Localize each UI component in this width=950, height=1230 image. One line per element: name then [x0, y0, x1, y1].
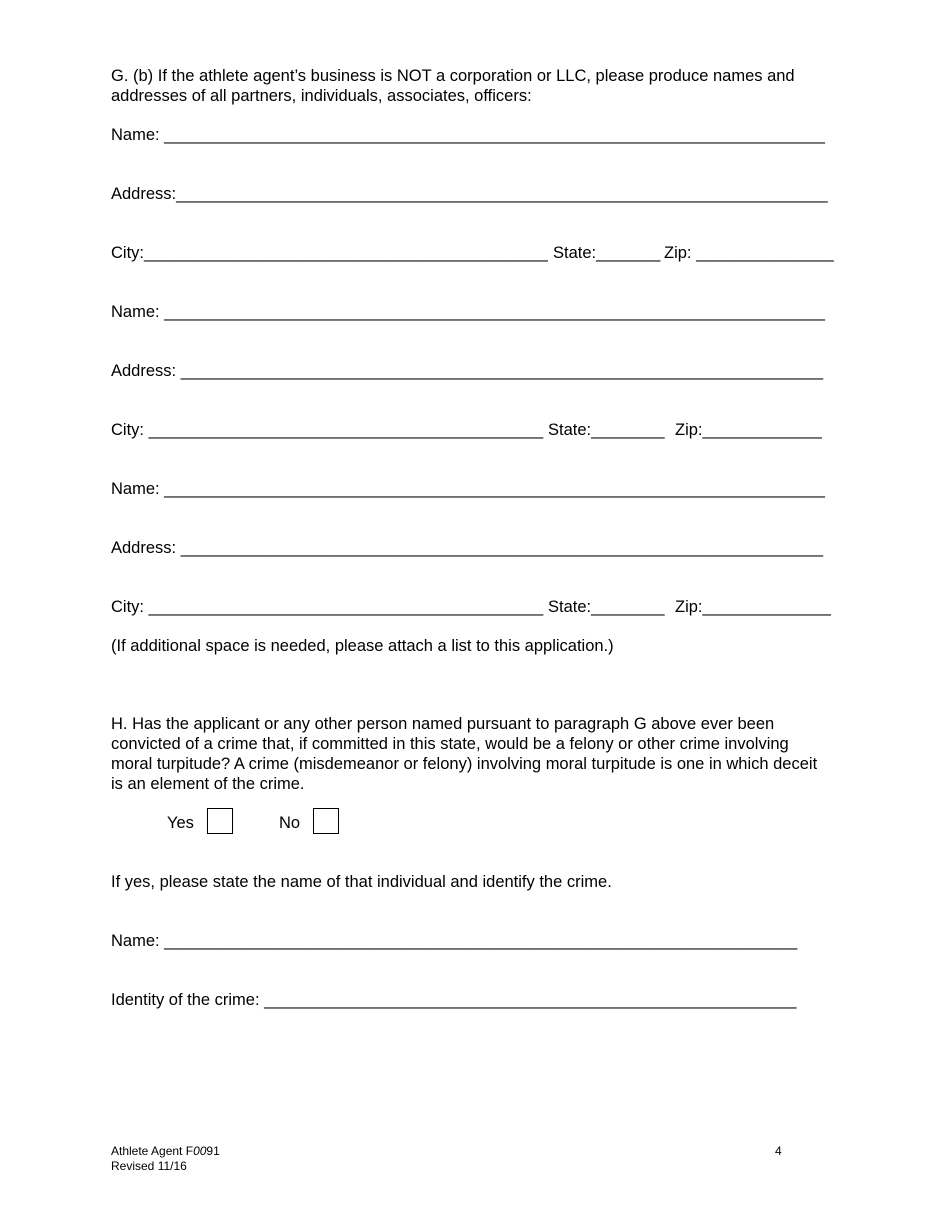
form-number: [111, 1144, 220, 1159]
zip-field-3[interactable]: Zip:______________: [675, 598, 831, 616]
form-number-prefix: Athlete Agent F: [111, 1144, 194, 1158]
section-g-intro: G. (b) If the athlete agent’s business is NOT a corporation or LLC, please produce names and addresses of all partners, individuals, associates, officers:: [111, 67, 795, 105]
page-number: 4: [775, 1144, 782, 1158]
form-number-suffix: 91: [206, 1144, 220, 1158]
state-field-1[interactable]: State:_______: [553, 244, 661, 262]
form-number-italic: 00: [193, 1144, 207, 1158]
name-field-1[interactable]: Name: ________________________________________________________________________: [111, 126, 825, 144]
zip-field-2[interactable]: Zip:_____________: [675, 421, 822, 439]
crime-name-field[interactable]: Name: _____________________________________________________________________: [111, 932, 798, 950]
state-field-3[interactable]: State:________: [548, 598, 665, 616]
address-field-3[interactable]: Address: ______________________________________________________________________: [111, 539, 824, 557]
name-field-2[interactable]: Name: ________________________________________________________________________: [111, 303, 825, 321]
city-field-2[interactable]: City: ___________________________________________: [111, 421, 544, 439]
city-field-1[interactable]: City:____________________________________________: [111, 244, 548, 262]
section-h-question: H. Has the applicant or any other person named pursuant to paragraph G above ever been convicted of a crime that, if committed in this state, would be a felony or other crime involving moral turpitude? A crime (misdemeanor or felony) involving moral turpitude is one in which deceit is an element of the crime.: [111, 715, 818, 793]
no-checkbox[interactable]: [313, 808, 339, 834]
crime-instruction: If yes, please state the name of that individual and identify the crime.: [111, 873, 612, 891]
name-field-3[interactable]: Name: ________________________________________________________________________: [111, 480, 825, 498]
no-label: No: [279, 814, 301, 832]
yes-checkbox[interactable]: [207, 808, 233, 834]
crime-identity-field[interactable]: Identity of the crime: __________________________________________________________: [111, 991, 797, 1009]
additional-space-note: (If additional space is needed, please attach a list to this application.): [111, 637, 614, 655]
address-field-1[interactable]: Address:_______________________________________________________________________: [111, 185, 828, 203]
zip-field-1[interactable]: Zip: _______________: [664, 244, 834, 262]
address-field-2[interactable]: Address: ______________________________________________________________________: [111, 362, 824, 380]
revision-date: Revised 11/16: [111, 1159, 187, 1173]
city-field-3[interactable]: City: ___________________________________________: [111, 598, 544, 616]
yes-label: Yes: [167, 814, 194, 832]
state-field-2[interactable]: State:________: [548, 421, 665, 439]
